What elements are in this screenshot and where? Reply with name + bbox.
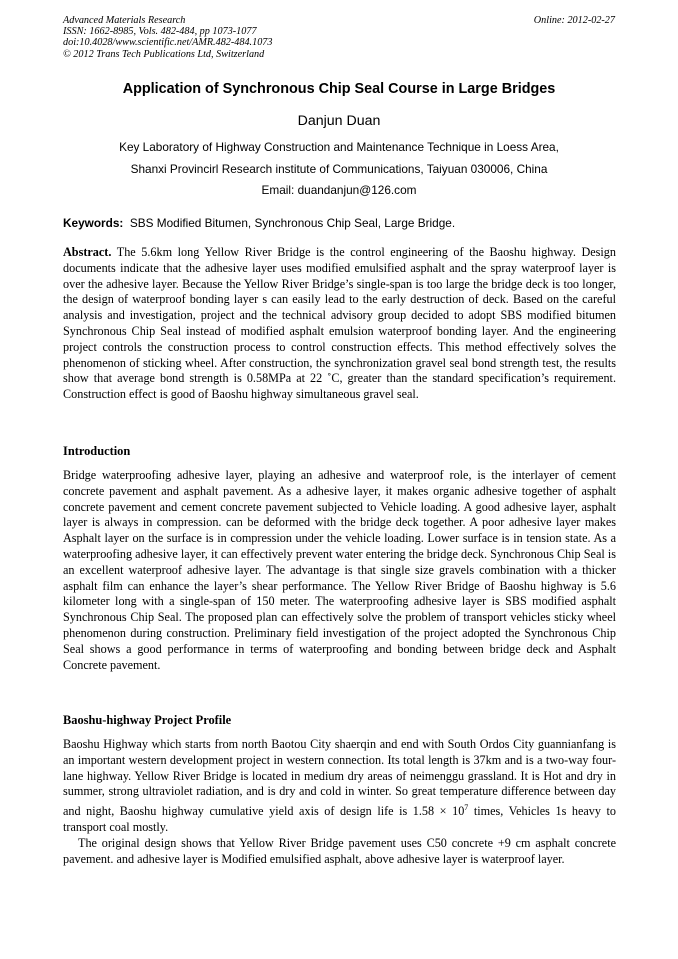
- journal-name: Advanced Materials Research: [63, 15, 186, 26]
- keywords-label: Keywords:: [63, 216, 124, 230]
- profile-paragraph-1: Baoshu Highway which starts from north Baotou City shaerqin and end with South Ordos City guannianfang is an important western development project in western connection. Its total length is 37km and is a two-way four-lane highway. Yellow River Bridge is located in medium dry areas of neimenggu grassland. It is Hot and dry in summer, strong ultraviolet radiation, and is dry and cold in winter. So great temperature difference between day and night, Baoshu highway cumulative yield axis of design life is $1.58 \times 10^7$ times, Vehicles 1s heavy to transport coal mostly.: [63, 737, 616, 835]
- journal-header: [63, 15, 615, 60]
- affiliation-line-2: Shanxi Provincirl Research institute of Communications, Taiyuan 030006, China: [130, 162, 548, 176]
- issn-line: ISSN: 1662-8985, Vols. 482-484, pp 1073-1077: [63, 26, 257, 38]
- keywords: [63, 216, 623, 230]
- introduction-heading: Introduction: [63, 444, 131, 458]
- abstract-label: Abstract.: [63, 245, 112, 259]
- author-name: Danjun Duan: [297, 113, 381, 129]
- abstract: [63, 245, 616, 403]
- doi-line: doi:10.4028/www.scientific.net/AMR.482-484.1073: [63, 37, 273, 49]
- affiliation-line-1: Key Laboratory of Highway Construction and Maintenance Technique in Loess Area,: [119, 140, 559, 154]
- introduction-text: Bridge waterproofing adhesive layer, playing an adhesive and waterproof role, is the interlayer of cement concrete pavement and asphalt pavement. As a adhesive layer, it makes organic adhesive together of asphalt concrete pavement and cement concrete pavement subjected to Vehicle loading. A good adhesive layer, asphalt layer is always in compression. can be deformed with the bridge deck together. A poor adhesive layer makes Asphalt layer on the surface is in compression under the vehicle loading. Lower surface is in tension state. As a waterproofing adhesive layer, it can effectively prevent water entering the bridge deck. Synchronous Chip Seal is an excellent waterproof adhesive layer. The advantage is that single size gravels combination with a thicker asphalt film can enhance the layer’s shear performance. The Yellow River Bridge of Baoshu highway is 5.6 kilometer long with a single-span of 150 meter. The waterproofing adhesive layer is SBS modified asphalt Synchronous Chip Seal. The proposed plan can effectively solve the problem of transport vehicles sticky wheel phenomenon during construction. Preliminary field investigation of the project adopted the Synchronous Chip Seal shows a good performance in terms of waterproofing and bonding between bridge deck and Asphalt Concrete pavement.: [63, 468, 616, 672]
- exponent: 7: [464, 803, 469, 813]
- keywords-text: SBS Modified Bitumen, Synchronous Chip Seal, Large Bridge.: [129, 216, 456, 230]
- online-date: Online: 2012-02-27: [533, 15, 615, 26]
- paper-title: Application of Synchronous Chip Seal Course in Large Bridges: [122, 81, 556, 97]
- profile-text: [63, 737, 616, 867]
- profile-paragraph-2: The original design shows that Yellow River Bridge pavement uses C50 concrete +9 cm asphalt concrete pavement. and adhesive layer is Modified emulsified asphalt, above adhesive layer is waterproof layer.: [63, 835, 616, 866]
- profile-heading: Baoshu-highway Project Profile: [63, 713, 232, 727]
- author-email: Email: duandanjun@126.com: [261, 183, 417, 197]
- copyright-line: © 2012 Trans Tech Publications Ltd, Switzerland: [63, 48, 265, 60]
- abstract-text: The 5.6km long Yellow River Bridge is the control engineering of the Baoshu highway. Design documents indicate that the adhesive layer uses modified emulsified asphalt and the spray waterproof layer is over the adhesive layer. Because the Yellow River Bridge’s single-span is too large the bridge deck is too longer, the design of waterproof bonding layer s can easily lead to the early destruction of deck. Based on the careful analysis and investigation, project and the technical advisory group decided to adopt SBS modified bitumen Synchronous Chip Seal instead of modified asphalt emulsion waterproof bonding layer. And the engineering project controls the construction process to control construction effects. This method effectively solves the phenomenon of sticking wheel. After construction, the synchronization gravel seal bond strength test, the results show that average bond strength is 0.58MPa at 22 ˚C, greater than the standard specification’s requirement. Construction effect is good of Baoshu highway simultaneous gravel seal.: [63, 245, 616, 402]
